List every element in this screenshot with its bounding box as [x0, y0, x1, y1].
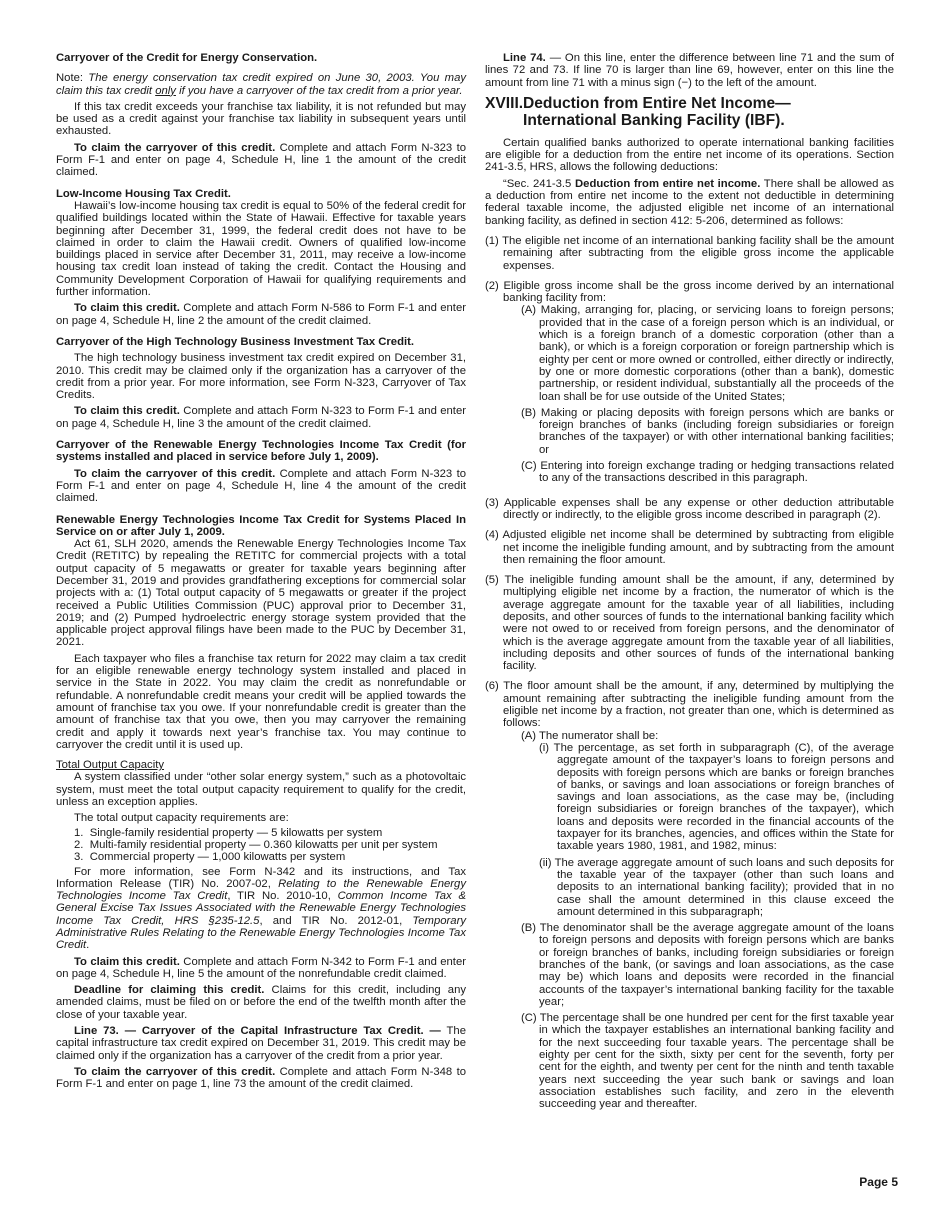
- list-item: 1. Single-family residential property — 5 kilowatts per system: [74, 826, 383, 839]
- section-heading: [485, 95, 894, 129]
- section-number: XVIII.: [485, 94, 524, 112]
- claim-instruction: To claim the carryover of this credit. Complete and attach Form N-323 to Form F-1 and enter on page 4, Schedule H, line 4 the amount of the credit claimed.: [56, 467, 466, 505]
- list-item: 3. Commercial property — 1,000 kilowatts per system: [74, 851, 346, 864]
- claim-instruction: To claim this credit. Complete and attach Form N-586 to Form F-1 and enter on page 4, Schedule H, line 2 the amount of the credit claimed.: [56, 302, 466, 327]
- line-73-paragraph: Line 73. — Carryover of the Capital Infrastructure Tax Credit. — The capital infrastructure tax credit expired on December 31, 2019. This credit may be claimed only if the organization has a carryover of the credit from a prior year.: [56, 1025, 466, 1062]
- capacity-requirements-list: [56, 827, 466, 864]
- left-column: [56, 52, 466, 1091]
- statute-item-4: (4) Adjusted eligible net income shall be determined by subtracting from eligible net income the ineligible funding amount, and by subtracting from the amount then remaining the floor amount.: [485, 529, 895, 566]
- line-74-paragraph: Line 74. — On this line, enter the difference between line 71 and the sum of lines 72 and 73. If line 70 is larger than line 69, however, enter on this line the amount from line 71 with a minus sign (−) to the left of the amount.: [485, 52, 894, 89]
- paragraph: If this tax credit exceeds your franchise tax liability, it is not refunded but may be used as a credit against your franchise tax liability in subsequent years until exhausted.: [56, 100, 466, 138]
- statute-item-1: (1) The eligible net income of an international banking facility shall be the amount remaining after subtracting from the eligible gross income the applicable expenses.: [485, 234, 894, 272]
- statute-item-2: (2) Eligible gross income shall be the gross income derived by an international banking facility from:: [485, 279, 895, 305]
- statute-subitem: (C) Entering into foreign exchange trading or hedging transactions related to any of the transactions described in this paragraph.: [521, 460, 894, 485]
- claim-instruction: To claim the carryover of this credit. Complete and attach Form N-348 to Form F-1 and enter on page 1, line 73 the amount of the credit claimed.: [56, 1065, 466, 1091]
- heading-high-technology: Carryover of the High Technology Business Investment Tax Credit.: [56, 335, 415, 348]
- claim-instruction: To claim this credit. Complete and attach Form N-342 to Form F-1 and enter on page 4, Schedule H, line 5 the amount of the nonrefundable credit claimed.: [56, 955, 466, 980]
- claim-instruction: To claim this credit. Complete and attach Form N-323 to Form F-1 and enter on page 4, Schedule H, line 3 the amount of the credit claimed.: [56, 405, 466, 430]
- statute-subitem: (A) The numerator shall be:: [521, 729, 659, 742]
- subheading-total-output-capacity: Total Output Capacity: [56, 759, 165, 772]
- claim-instruction: To claim the carryover of this credit. Complete and attach Form N-323 to Form F-1 and enter on page 4, Schedule H, line 1 the amount of the credit claimed.: [56, 141, 466, 179]
- right-column: [485, 52, 894, 1111]
- statute-item-3: (3) Applicable expenses shall be any expense or other deduction attributable directly or indirectly, to the eligible gross income described in paragraph (2).: [485, 496, 895, 521]
- heading-renewable-carryover: Carryover of the Renewable Energy Technologies Income Tax Credit (for systems installed and placed in service before July 1, 2009).: [56, 439, 466, 464]
- paragraph: Act 61, SLH 2020, amends the Renewable Energy Technologies Income Tax Credit (RETITC) by repealing the RETITC for commercial projects with a total output capacity of 5 megawatts or greater for taxable years beginning after December 31, 2019 and provides grandfathering exceptions for commercial solar projects with a: (1) Total output capacity of 5 megawatts or greater if the project received a Public Utilities Commission (PUC) approval prior to December 31, 2019; and (2) Pumped hydroelectric energy storage system provided that the applicable project approval filings have been made to the PUC by December 31, 2021.: [56, 538, 466, 649]
- list-item: 2. Multi-family residential property — 0.360 kilowatts per unit per system: [74, 838, 438, 851]
- paragraph: Hawaii’s low-income housing tax credit is equal to 50% of the federal credit for qualified buildings located within the State of Hawaii. Effective for taxable years beginning after December 31, 1999, the federal credit does not have to be claimed in order to claim the Hawaii credit. Owners of qualified low-income buildings placed in service after December 31, 2011, may receive a low-income housing tax credit loan instead of taking the credit. Contact the Housing and Community Development Corporation of Hawaii for qualifying requirements and further information.: [56, 199, 466, 299]
- paragraph: Each taxpayer who files a franchise tax return for 2022 may claim a tax credit for an eligible renewable energy technology system installed and placed in service in the State in 2022. You may claim the credit as nonrefundable or refundable. A nonrefundable credit means your credit will be applied towards the amount of franchise tax you owe. If your nonrefundable credit is greater than the amount of franchise tax that you owe, then you may carryover the remaining credit and apply it towards next year’s franchise tax. You may continue to carryover the credit until it is used up.: [56, 652, 466, 751]
- heading-renewable-energy: Renewable Energy Technologies Income Tax Credit for Systems Placed In Service on or after July 1, 2009.: [56, 513, 466, 538]
- paragraph-more-info: For more information, see Form N-342 and its instructions, and Tax Information Release (TIR) No. 2007-02, Relating to the Renewable Energy Technologies Income Tax Credit, TIR No. 2010-10, Common Income Tax & General Excise Tax Issues Associated with the Renewable Energy Technologies Income Tax Credit, HRS §235-12.5, and TIR No. 2012-01, Temporary Administrative Rules Relating to the Renewable Energy Technologies Income Tax Credit.: [56, 865, 466, 952]
- deadline-instruction: Deadline for claiming this credit. Claims for this credit, including any amended claims, must be filed on or before the end of the twelfth month after the close of your taxable year.: [56, 984, 466, 1021]
- section-title-line-2: International Banking Facility (IBF).: [523, 111, 785, 129]
- section-title: Deduction from Entire Net Income—: [523, 94, 791, 112]
- heading-low-income-housing: Low-Income Housing Tax Credit.: [56, 187, 231, 200]
- statute-clause: (ii) The average aggregate amount of such loans and such deposits for the taxable year of the taxpayer (other than such loans and deposits to an international banking facility); provided that in no case shall the amount determined in this clause exceed the amount determined in this subparagraph;: [539, 856, 894, 918]
- paragraph: The high technology business investment tax credit expired on December 31, 2010. This credit may be claimed only if the organization has a carryover of the credit from a prior year. For more information, see Form N-323, Carryover of Tax Credits.: [56, 352, 466, 402]
- statute-item-6: (6) The floor amount shall be the amount, if any, determined by multiplying the amount remaining after subtracting the ineligible funding amount from the eligible net income by a fraction, not greater than one, which is determined as follows:: [485, 680, 894, 730]
- statute-clause: (i) The percentage, as set forth in subparagraph (C), of the average aggregate amount of the taxpayer’s loans to foreign persons and deposits with foreign persons which are banks or foreign branches of banks, or savings and loan associations or foreign branches of savings and loan associations, as the case may be, (including foreign subsidiaries or foreign branches of the taxpayer), which loans and deposits were recorded in the financial accounts of the taxpayer for its branches, agencies, and offices within the State for taxable years 1980, 1981, and 1982, minus:: [539, 741, 894, 853]
- statute-subitem: (C) The percentage shall be one hundred per cent for the first taxable year in which the taxpayer establishes an international banking facility and for the next succeeding four taxable years. The percentage shall be eighty per cent for the sixth, sixty per cent for the seventh, forty per cent for the eighth, and twenty per cent for the ninth and tenth taxable years next succeeding the year such bank or savings and loan association establishes such facility, and zero in the eleventh succeeding year and thereafter.: [521, 1012, 894, 1111]
- statute-subitem: (A) Making, arranging for, placing, or servicing loans to foreign persons; provided that in the case of a foreign person which is an individual, or which is a foreign branch of a domestic corporation (other than a bank), or which is a foreign corporation or foreign partnership which is eighty per cent or more owned or controlled, either directly or indirectly, by one or more domestic corporations (other than a bank), domestic partnership, or resident individual, substantially all the proceeds of the loan shall be for use outside of the United States;: [521, 304, 895, 403]
- paragraph: A system classified under “other solar energy system,” such as a photovoltaic system, must meet the total output capacity requirement to qualify for the credit, unless an exception applies.: [56, 771, 466, 809]
- statute-item-5: (5) The ineligible funding amount shall be the amount, if any, determined by multiplying eligible net income by a fraction, the numerator of which is the average aggregate amount for the taxable year of all liabilities, including deposits, and other sources of funds to the international banking facility which were not owed to or received from foreign persons, and the denominator of which is the average aggregate amount from the taxable year of all liabilities, including deposits and other sources of funds of the international banking facility.: [485, 574, 894, 673]
- note-energy-conservation: Note: The energy conservation tax credit expired on June 30, 2003. You may claim this tax credit only if you have a carryover of the tax credit from a prior year.: [56, 72, 466, 97]
- statute-subitem: (B) Making or placing deposits with foreign persons which are banks or foreign branches of banks (including foreign subsidiaries or foreign branches of the taxpayer) or with other international banking facilities; or: [521, 406, 894, 456]
- statute-quote: “Sec. 241-3.5 Deduction from entire net income. There shall be allowed as a deduction from entire net income to the extent not deductible in determining federal taxable income, the adjusted eligible net income of an international banking facility, as defined in section 412: 5-206, determined as follows:: [485, 177, 894, 227]
- paragraph: Certain qualified banks authorized to operate international banking facilities are eligible for a deduction from the entire net income of its operations. Section 241-3.5, HRS, allows the following deductions:: [485, 136, 894, 174]
- page-number: Page 5: [859, 1175, 898, 1189]
- statute-subitem: (B) The denominator shall be the average aggregate amount of the loans to foreign persons and deposits with foreign persons which are banks or foreign branches of banks, including foreign subsidiaries or foreign branches of the bank, (or savings and loan associations, as the case may be) which loans and deposits were recorded in the financial accounts of the taxpayer’s international banking facility for the taxable year;: [521, 922, 894, 1008]
- paragraph: The total output capacity requirements are:: [74, 812, 289, 825]
- heading-energy-conservation: Carryover of the Credit for Energy Conservation.: [56, 52, 318, 64]
